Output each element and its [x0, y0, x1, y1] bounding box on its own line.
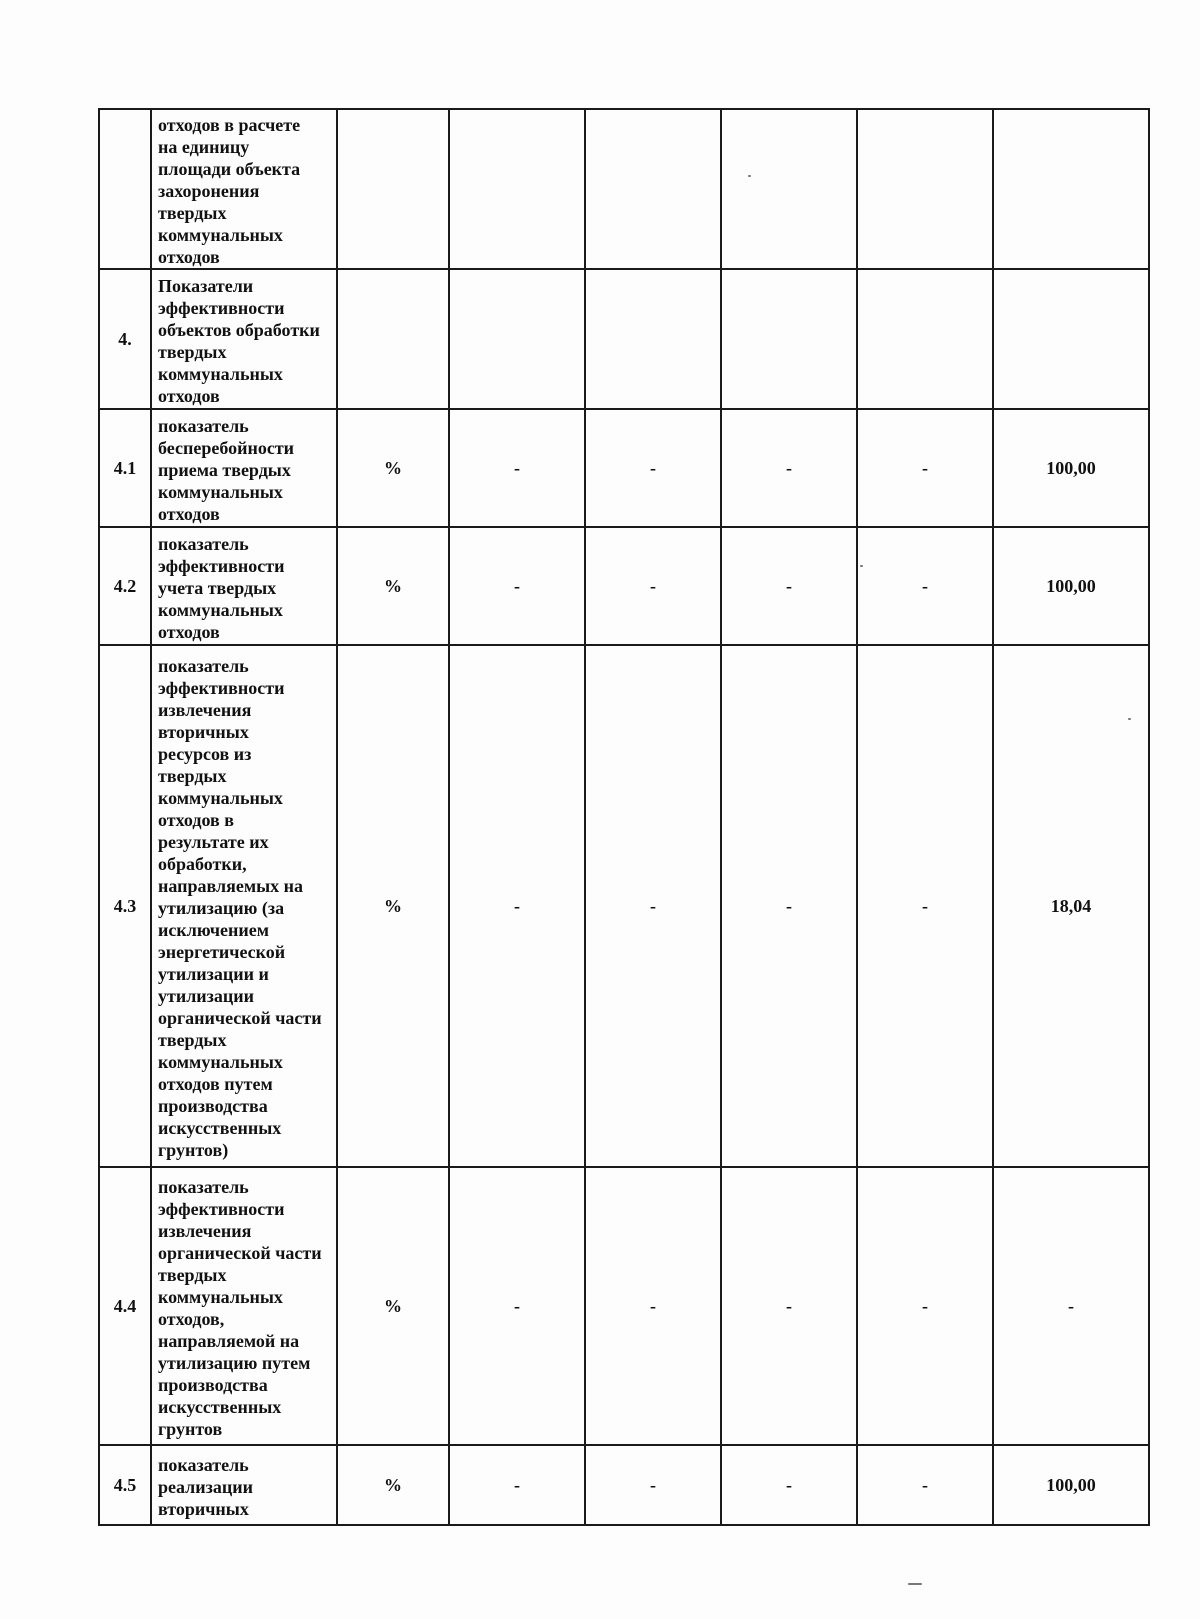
value-cell: [857, 109, 993, 269]
unit-cell: %: [337, 1167, 449, 1445]
value-cell: -: [585, 409, 721, 527]
unit-cell: %: [337, 527, 449, 645]
value-cell: [993, 269, 1149, 409]
value-cell: [857, 269, 993, 409]
row-number: 4.4: [99, 1167, 151, 1445]
scan-speck: [748, 175, 751, 177]
value-cell: [721, 269, 857, 409]
value-cell: [721, 109, 857, 269]
value-cell: 100,00: [993, 1445, 1149, 1525]
unit-cell: %: [337, 1445, 449, 1525]
row-number: 4.3: [99, 645, 151, 1167]
indicator-name: показатель эффективности извлечения органической части твердых коммунальных отходов, направляемой на утилизацию путем производства искусственных грунтов: [151, 1167, 337, 1445]
value-cell: -: [449, 1167, 585, 1445]
indicator-name: показатель бесперебойности приема твердых коммунальных отходов: [151, 409, 337, 527]
indicator-name: показатель эффективности учета твердых коммунальных отходов: [151, 527, 337, 645]
value-cell: [449, 269, 585, 409]
value-cell: -: [857, 645, 993, 1167]
value-cell: 100,00: [993, 409, 1149, 527]
value-cell: -: [449, 645, 585, 1167]
value-cell: [449, 109, 585, 269]
value-cell: [993, 109, 1149, 269]
indicator-name: Показатели эффективности объектов обработки твердых коммунальных отходов: [151, 269, 337, 409]
value-cell: -: [449, 409, 585, 527]
value-cell: 100,00: [993, 527, 1149, 645]
row-number: [99, 109, 151, 269]
row-number: 4.: [99, 269, 151, 409]
indicator-name: отходов в расчете на единицу площади объекта захоронения твердых коммунальных отходов: [151, 109, 337, 269]
table-row: [99, 269, 1149, 409]
indicators-table: [98, 108, 1150, 1526]
value-cell: -: [721, 645, 857, 1167]
value-cell: -: [721, 1167, 857, 1445]
value-cell: 18,04: [993, 645, 1149, 1167]
value-cell: -: [857, 527, 993, 645]
indicator-name: показатель эффективности извлечения вторичных ресурсов из твердых коммунальных отходов в результате их обработки, направляемых на утилизацию (за исключением энергетической утилизации и утилизации органической части твердых коммунальных отходов путем производства искусственных грунтов): [151, 645, 337, 1167]
row-number: 4.2: [99, 527, 151, 645]
value-cell: -: [449, 527, 585, 645]
table-row: [99, 527, 1149, 645]
unit-cell: %: [337, 645, 449, 1167]
table-row: [99, 409, 1149, 527]
scan-speck: [860, 565, 863, 567]
value-cell: -: [721, 409, 857, 527]
table-row: [99, 1445, 1149, 1525]
value-cell: -: [993, 1167, 1149, 1445]
value-cell: [585, 109, 721, 269]
value-cell: -: [721, 1445, 857, 1525]
value-cell: -: [857, 409, 993, 527]
unit-cell: [337, 269, 449, 409]
table-row: [99, 1167, 1149, 1445]
scan-speck: [1128, 718, 1131, 720]
row-number: 4.1: [99, 409, 151, 527]
table-row: [99, 109, 1149, 269]
value-cell: -: [585, 527, 721, 645]
unit-cell: %: [337, 409, 449, 527]
value-cell: -: [585, 1167, 721, 1445]
scan-speck: [908, 1583, 922, 1585]
value-cell: -: [721, 527, 857, 645]
value-cell: -: [585, 645, 721, 1167]
value-cell: -: [449, 1445, 585, 1525]
row-number: 4.5: [99, 1445, 151, 1525]
value-cell: -: [857, 1445, 993, 1525]
value-cell: [585, 269, 721, 409]
value-cell: -: [585, 1445, 721, 1525]
unit-cell: [337, 109, 449, 269]
table-row: [99, 645, 1149, 1167]
value-cell: -: [857, 1167, 993, 1445]
indicator-name: показатель реализации вторичных: [151, 1445, 337, 1525]
